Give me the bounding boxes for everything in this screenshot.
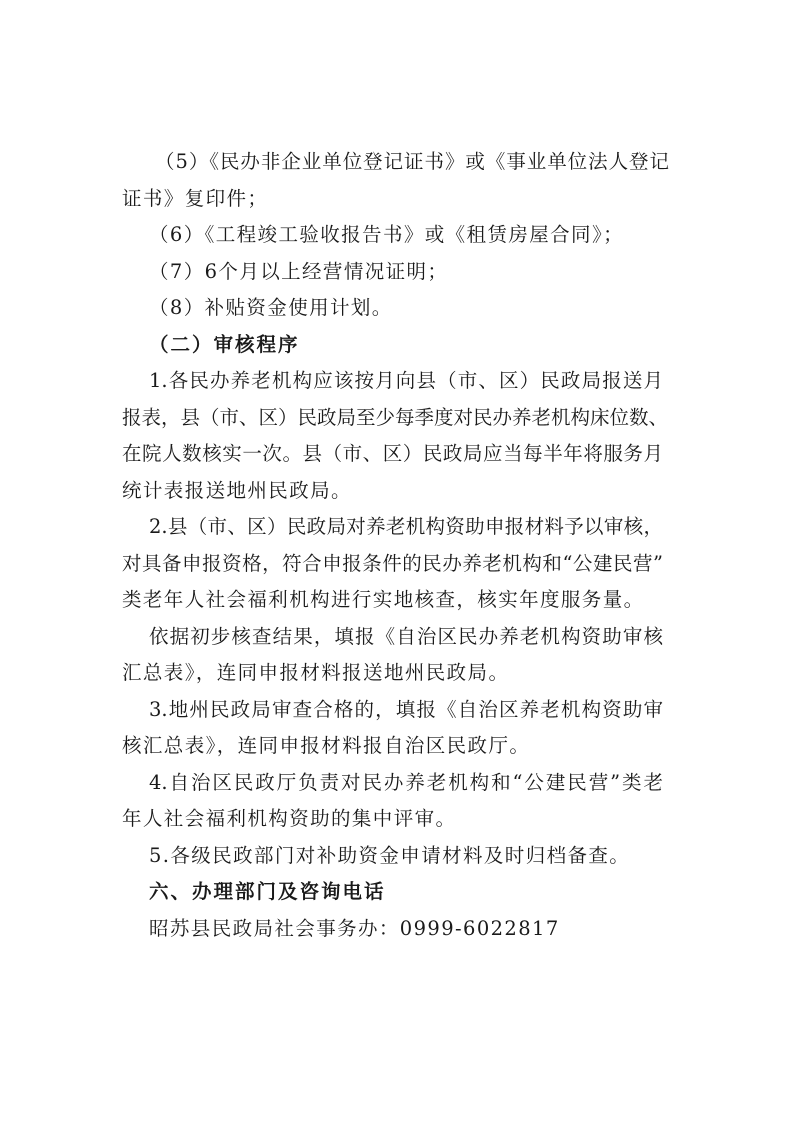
contact-phone-line: 昭苏县民政局社会事务办：0999-6022817 [149,916,560,940]
p2-line-3: 类老年人社会福利机构进行实地核查，核实年度服务量。 [122,588,645,611]
p4-line-1: 4.自治区民政厅负责对民办养老机构和“公建民营”类老 [149,770,663,794]
document-body [122,144,669,947]
p4-line-2: 年人社会福利机构资助的集中评审。 [122,807,457,830]
p1-line-2: 报表，县（市、区）民政局至少每季度对民办养老机构床位数、 [122,405,669,429]
item-5-line-2: 证书》复印件； [122,186,269,210]
p1-line-3: 在院人数核实一次。县（市、区）民政局应当每半年将服务月 [122,442,663,465]
p2-line-2: 对具备申报资格，符合申报条件的民办养老机构和“公建民营” [122,551,663,575]
p3-line-2: 核汇总表》，连同申报材料报自治区民政厅。 [122,734,531,757]
item-5-line-1: （5）《民办非企业单位登记证书》或《事业单位法人登记 [155,150,669,173]
p3-line-1: 3.地州民政局审查合格的，填报《自治区养老机构资助审 [149,697,663,721]
p2-line-1: 2.县（市、区）民政局对养老机构资助申报材料予以审核， [149,515,663,538]
item-8: （8）补贴资金使用计划。 [149,296,393,319]
heading-contact-department: 六、办理部门及咨询电话 [149,880,386,903]
p5-line-1: 5.各级民政部门对补助资金申请材料及时归档备查。 [149,843,631,867]
p1-line-4: 统计表报送地州民政局。 [122,478,352,502]
p2b-line-1: 依据初步核查结果，填报《自治区民办养老机构资助审核 [149,624,663,648]
item-6: （6）《工程竣工验收报告书》或《租赁房屋合同》； [149,223,625,246]
p2b-line-2: 汇总表》，连同申报材料报送地州民政局。 [122,661,510,684]
section-heading-review-procedure: （二）审核程序 [149,332,300,356]
p1-line-1: 1.各民办养老机构应该按月向县（市、区）民政局报送月 [149,369,663,392]
item-7: （7）6个月以上经营情况证明； [149,259,449,283]
